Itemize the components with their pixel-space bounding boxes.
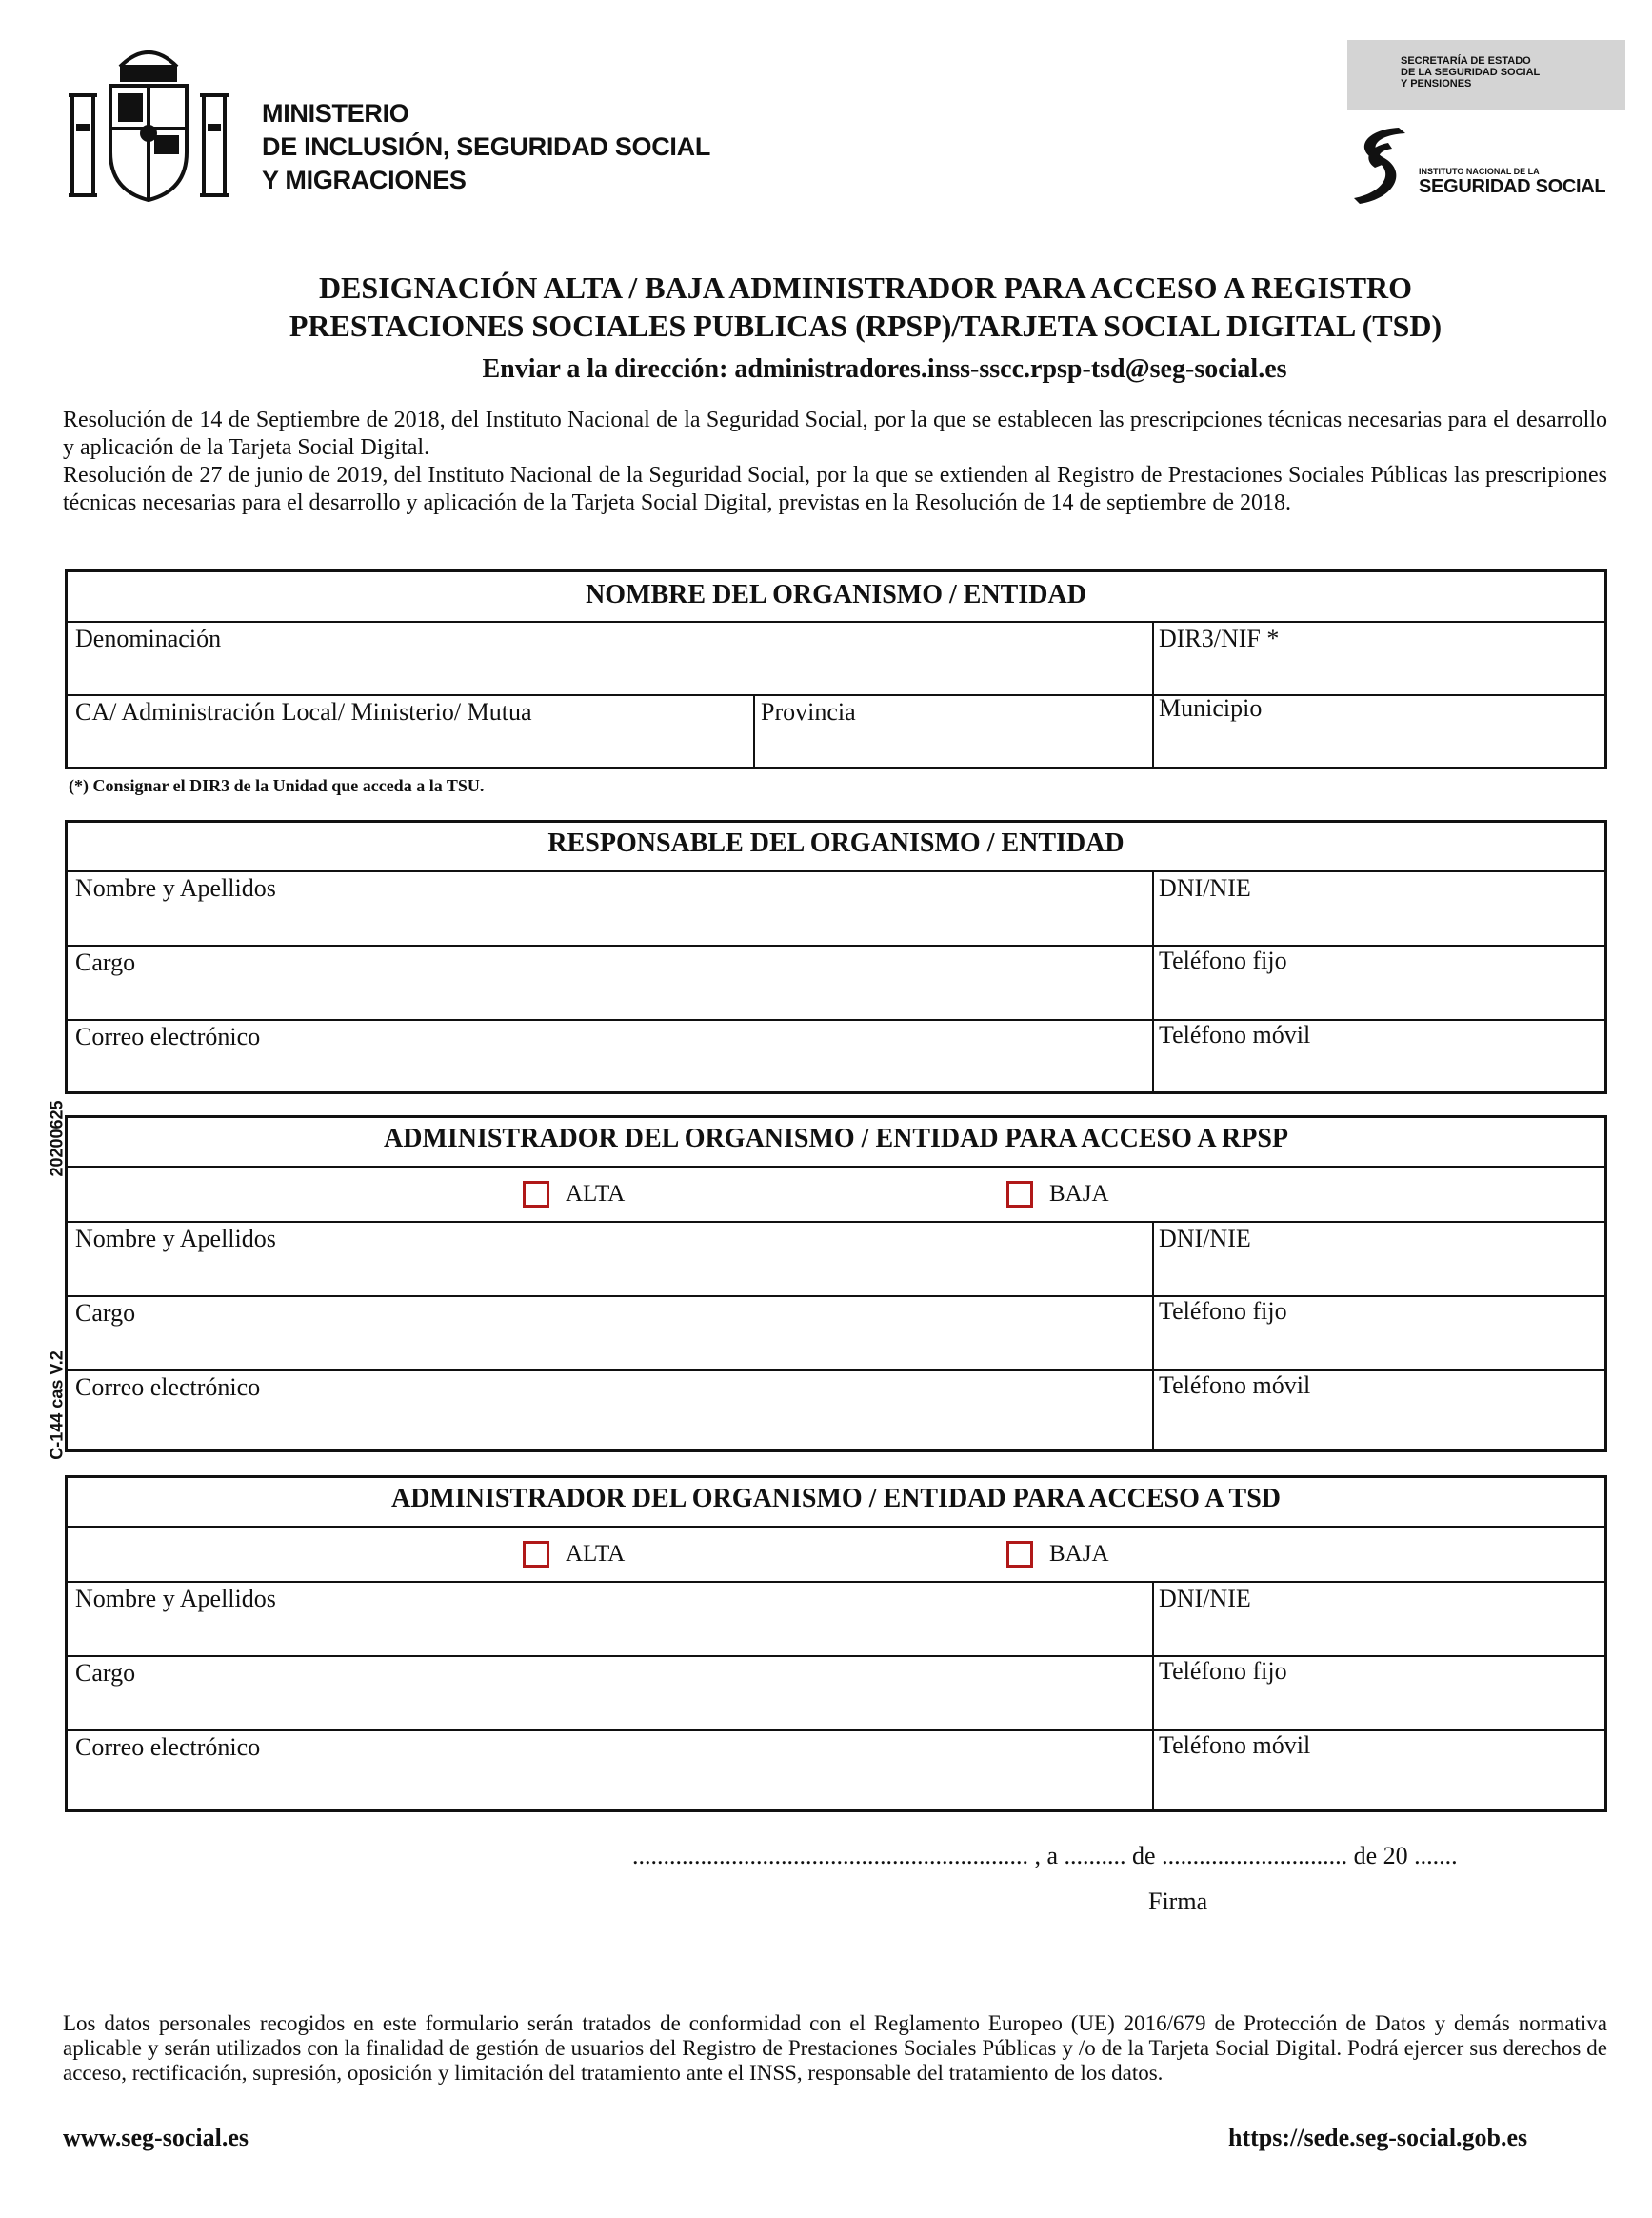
admin-tsd-telefono-fijo-field[interactable]: Teléfono fijo — [1159, 1657, 1287, 1685]
send-to-label: Enviar a la dirección: — [482, 354, 735, 384]
admin-rpsp-baja-checkbox[interactable] — [1006, 1181, 1033, 1208]
intro-paragraph-2: Resolución de 27 de junio de 2019, del Instituto Nacional de la Seguridad Social, por la que se extienden al Registro de Prestaciones Sociales Públicas las prescripiones técnicas necesarias para el desarrollo y aplicación de la Tarjeta Social Digital, previstas en la Resolución de 14 de septiembre de 2018. — [63, 463, 1607, 515]
responsable-section — [65, 820, 1607, 1094]
admin-rpsp-correo-field[interactable]: Correo electrónico — [75, 1373, 261, 1401]
divider — [1152, 870, 1154, 1094]
divider — [68, 694, 1604, 696]
form-title — [0, 269, 1652, 345]
responsable-title: RESPONSABLE DEL ORGANISMO / ENTIDAD — [547, 829, 1125, 858]
admin-tsd-alta-label: ALTA — [566, 1541, 626, 1567]
responsable-telefono-fijo-field[interactable]: Teléfono fijo — [1159, 947, 1287, 974]
secretaria-text — [1401, 55, 1540, 90]
admin-rpsp-cargo-field[interactable]: Cargo — [75, 1299, 136, 1327]
ministry-line-3: Y MIGRACIONES — [262, 166, 467, 194]
admin-rpsp-telefono-fijo-field[interactable]: Teléfono fijo — [1159, 1297, 1287, 1325]
ministry-line-2: DE INCLUSIÓN, SEGURIDAD SOCIAL — [262, 132, 711, 161]
inss-small-text: INSTITUTO NACIONAL DE LA — [1419, 167, 1540, 176]
firma-label: Firma — [1148, 1888, 1208, 1915]
divider — [68, 1655, 1604, 1657]
divider — [68, 1581, 1604, 1583]
admin-tsd-baja-label: BAJA — [1049, 1541, 1109, 1567]
admin-rpsp-alta-label: ALTA — [566, 1181, 626, 1207]
place-date-line[interactable]: ................................................................ , a .......... de .............................. de 20 ....... — [632, 1842, 1458, 1869]
admin-tsd-title: ADMINISTRADOR DEL ORGANISMO / ENTIDAD PARA ACCESO A TSD — [390, 1484, 1281, 1513]
send-to-email[interactable]: administradores.inss-sscc.rpsp-tsd@seg-social.es — [734, 354, 1287, 384]
secretaria-logo — [1347, 40, 1625, 110]
dir3-footnote: (*) Consignar el DIR3 de la Unidad que acceda a la TSU. — [69, 776, 485, 795]
ministry-line-1: MINISTERIO — [262, 99, 409, 128]
secretaria-line-1: SECRETARÍA DE ESTADO — [1401, 55, 1531, 67]
admin-rpsp-nombre-field[interactable]: Nombre y Apellidos — [75, 1225, 276, 1252]
form-title-line-2: PRESTACIONES SOCIALES PUBLICAS (RPSP)/TARJETA SOCIAL DIGITAL (TSD) — [289, 309, 1443, 343]
divider — [1152, 621, 1154, 769]
secretaria-line-3: Y PENSIONES — [1401, 78, 1472, 90]
divider — [68, 870, 1604, 872]
admin-tsd-alta-checkbox[interactable] — [523, 1541, 549, 1568]
admin-rpsp-baja-label: BAJA — [1049, 1181, 1109, 1207]
ministry-name — [262, 97, 710, 197]
admin-tsd-section — [65, 1475, 1607, 1812]
admin-rpsp-alta-checkbox[interactable] — [523, 1181, 549, 1208]
secretaria-line-2: DE LA SEGURIDAD SOCIAL — [1401, 67, 1541, 78]
sede-link[interactable]: https://sede.seg-social.gob.es — [1228, 2124, 1528, 2151]
admin-tsd-nombre-field[interactable]: Nombre y Apellidos — [75, 1585, 276, 1612]
responsable-cargo-field[interactable]: Cargo — [75, 949, 136, 976]
admin-tsd-correo-field[interactable]: Correo electrónico — [75, 1733, 261, 1761]
responsable-telefono-movil-field[interactable]: Teléfono móvil — [1159, 1021, 1311, 1049]
admin-tsd-cargo-field[interactable]: Cargo — [75, 1659, 136, 1687]
divider — [68, 1221, 1604, 1223]
form-version-code: C-144 cas V.2 — [47, 1350, 67, 1460]
admin-rpsp-title: ADMINISTRADOR DEL ORGANISMO / ENTIDAD PARA ACCESO A RPSP — [383, 1124, 1289, 1153]
divider — [68, 1729, 1604, 1731]
intro-paragraph-1: Resolución de 14 de Septiembre de 2018, del Instituto Nacional de la Seguridad Social, por la que se establecen las prescripciones técnicas necesarias para el desarrollo y aplicación de la Tarjeta Social Digital. — [63, 408, 1607, 460]
responsable-dni-field[interactable]: DNI/NIE — [1159, 874, 1251, 902]
divider — [68, 1166, 1604, 1168]
divider — [1152, 1221, 1154, 1452]
provincia-field[interactable]: Provincia — [761, 698, 856, 726]
municipio-field[interactable]: Municipio — [1159, 694, 1263, 722]
denominacion-field[interactable]: Denominación — [75, 625, 222, 652]
organismo-section — [65, 569, 1607, 769]
divider — [68, 1369, 1604, 1371]
website-link[interactable]: www.seg-social.es — [63, 2124, 249, 2151]
form-date-code: 20200625 — [47, 1100, 67, 1177]
responsable-nombre-field[interactable]: Nombre y Apellidos — [75, 874, 276, 902]
admin-rpsp-dni-field[interactable]: DNI/NIE — [1159, 1225, 1251, 1252]
send-to — [0, 354, 1652, 385]
seguridad-social-logo-icon — [1346, 120, 1413, 206]
divider — [68, 1526, 1604, 1528]
divider — [68, 621, 1604, 623]
divider — [1152, 1581, 1154, 1812]
organismo-title: NOMBRE DEL ORGANISMO / ENTIDAD — [586, 580, 1086, 609]
dir3-nif-field[interactable]: DIR3/NIF * — [1159, 625, 1280, 652]
admin-tsd-baja-checkbox[interactable] — [1006, 1541, 1033, 1568]
divider — [68, 1019, 1604, 1021]
divider — [753, 694, 755, 769]
inss-big-text: SEGURIDAD SOCIAL — [1419, 176, 1606, 197]
admin-tsd-dni-field[interactable]: DNI/NIE — [1159, 1585, 1251, 1612]
form-title-line-1: DESIGNACIÓN ALTA / BAJA ADMINISTRADOR PARA ACCESO A REGISTRO — [318, 270, 1413, 305]
ca-administracion-field[interactable]: CA/ Administración Local/ Ministerio/ Mutua — [75, 698, 532, 726]
intro-text — [63, 407, 1607, 517]
divider — [68, 1295, 1604, 1297]
admin-rpsp-section — [65, 1115, 1607, 1452]
admin-tsd-telefono-movil-field[interactable]: Teléfono móvil — [1159, 1731, 1311, 1759]
responsable-correo-field[interactable]: Correo electrónico — [75, 1023, 261, 1050]
privacy-notice: Los datos personales recogidos en este formulario serán tratados de conformidad con el Reglamento Europeo (UE) 2016/679 de Protección de Datos y demás normativa aplicable y serán utilizados con la finalidad de gestión de usuarios del Registro de Prestaciones Sociales Públicas y /o de la Tarjeta Social Digital. Podrá ejercer sus derechos de acceso, rectificación, supresión, oposición y limitación del tratamiento ante el INSS, responsable del tratamiento de los datos. — [63, 2011, 1607, 2085]
divider — [68, 945, 1604, 947]
coat-of-arms-icon — [63, 38, 234, 208]
admin-rpsp-telefono-movil-field[interactable]: Teléfono móvil — [1159, 1371, 1311, 1399]
